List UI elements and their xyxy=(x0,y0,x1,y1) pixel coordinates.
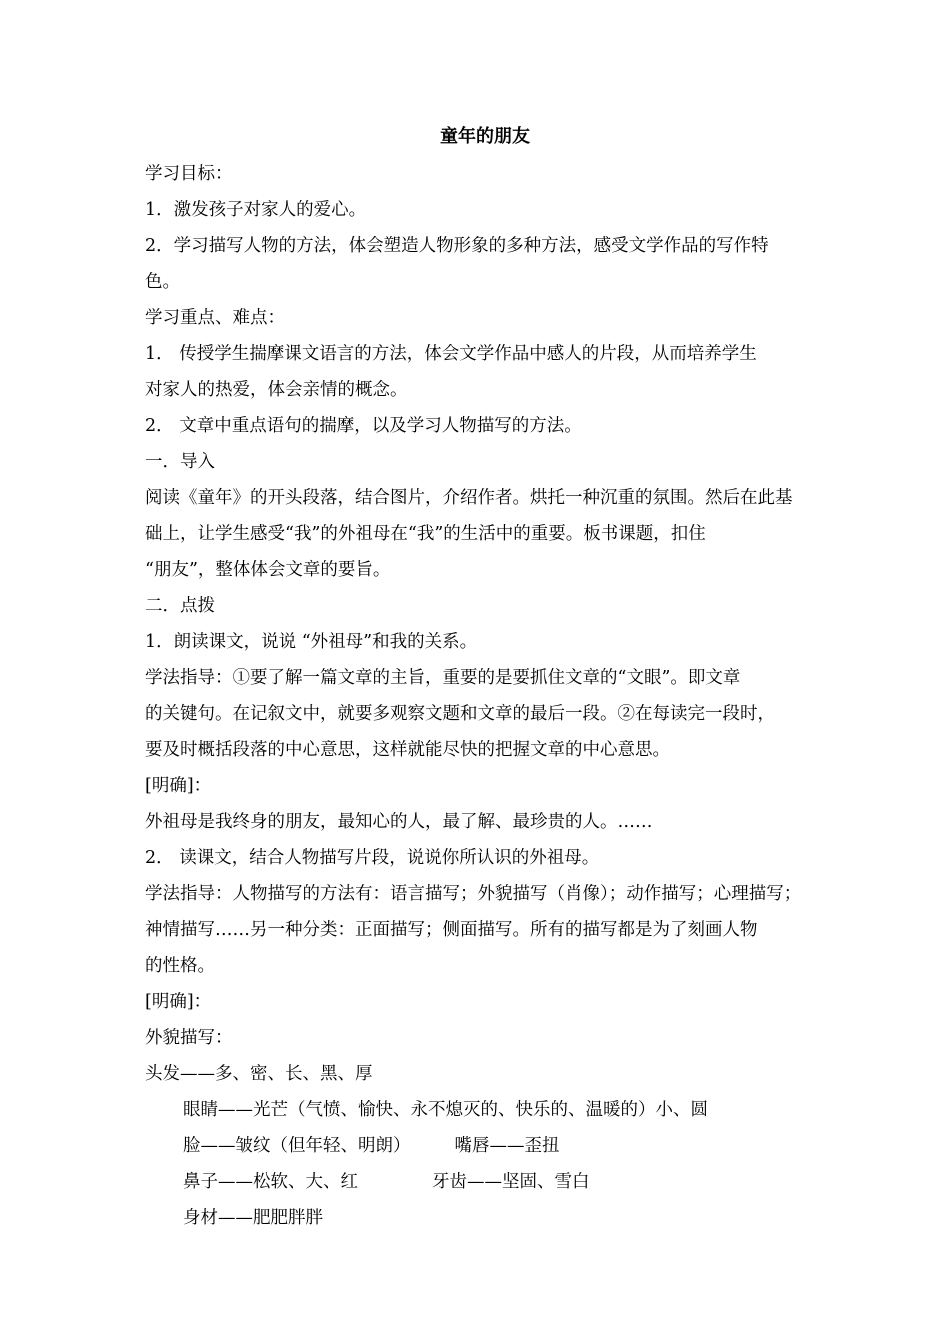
method-guide-2-line-1: 学法指导：人物描写的方法有：语言描写；外貌描写（肖像）；动作描写；心理描写； xyxy=(145,884,802,904)
clarification-1: 外祖母是我终身的朋友，最知心的人，最了解、最珍贵的人。…… xyxy=(145,812,653,832)
method-guide-1-line-3: 要及时概括段落的中心意思，这样就能尽快的把握文章的中心意思。 xyxy=(145,740,670,760)
feature-eyes: 眼睛——光芒（气愤、愉快、永不熄灭的、快乐的、温暖的）小、圆 xyxy=(183,1100,708,1120)
feature-row-face-lips xyxy=(145,1128,815,1164)
feature-figure: 身材——肥肥胖胖 xyxy=(183,1208,323,1228)
method-guide-1-line-1: 学法指导：①要了解一篇文章的主旨，重要的是要抓住文章的“文眼”。即文章 xyxy=(145,668,741,688)
task-2: 2． 读课文，结合人物描写片段，说说你所认识的外祖母。 xyxy=(145,848,600,868)
feature-face: 脸——皱纹（但年轻、明朗） xyxy=(183,1136,411,1156)
document-title: 童年的朋友 xyxy=(440,126,530,147)
objective-2-line-1: 2．学习描写人物的方法，体会塑造人物形象的多种方法，感受文学作品的写作特 xyxy=(145,236,769,256)
key-point-2: 2． 文章中重点语句的揣摩，以及学习人物描写的方法。 xyxy=(145,416,582,436)
objective-2-line-2: 色。 xyxy=(145,272,180,292)
key-point-1-line-2: 对家人的热爱，体会亲情的概念。 xyxy=(145,380,408,400)
clarification-label-2: [明确]： xyxy=(145,992,212,1012)
appearance-heading: 外貌描写： xyxy=(145,1028,233,1048)
feature-row-nose-teeth xyxy=(145,1164,815,1200)
section-heading-key-points: 学习重点、难点： xyxy=(145,308,285,328)
feature-nose: 鼻子——松软、大、红 xyxy=(183,1172,358,1192)
feature-hair: 头发——多、密、长、黑、厚 xyxy=(145,1064,373,1084)
section-heading-objectives: 学习目标： xyxy=(145,164,233,184)
introduction-line-1: 阅读《童年》的开头段落，结合图片，介绍作者。烘托一种沉重的氛围。然后在此基 xyxy=(145,488,793,508)
method-guide-2-line-2: 神情描写……另一种分类：正面描写；侧面描写。所有的描写都是为了刻画人物 xyxy=(145,920,758,940)
method-guide-2-line-3: 的性格。 xyxy=(145,956,215,976)
introduction-line-2: 础上，让学生感受“我”的外祖母在“我”的生活中的重要。板书课题，扣住 xyxy=(145,524,706,544)
task-1: 1．朗读课文，说说 “外祖母”和我的关系。 xyxy=(145,632,478,652)
clarification-label-1: [明确]： xyxy=(145,776,212,796)
section-heading-introduction: 一．导入 xyxy=(145,452,215,472)
key-point-1-line-1: 1． 传授学生揣摩课文语言的方法，体会文学作品中感人的片段，从而培养学生 xyxy=(145,344,757,364)
introduction-line-3: “朋友”，整体体会文章的要旨。 xyxy=(145,560,391,580)
method-guide-1-line-2: 的关键句。在记叙文中，就要多观察文题和文章的最后一段。②在每读完一段时， xyxy=(145,704,775,724)
feature-teeth: 牙齿——坚固、雪白 xyxy=(432,1172,590,1192)
feature-lips: 嘴唇——歪扭 xyxy=(454,1136,560,1156)
section-heading-guidance: 二．点拨 xyxy=(145,596,215,616)
objective-1: 1．激发孩子对家人的爱心。 xyxy=(145,200,367,220)
document-page xyxy=(145,118,815,1236)
